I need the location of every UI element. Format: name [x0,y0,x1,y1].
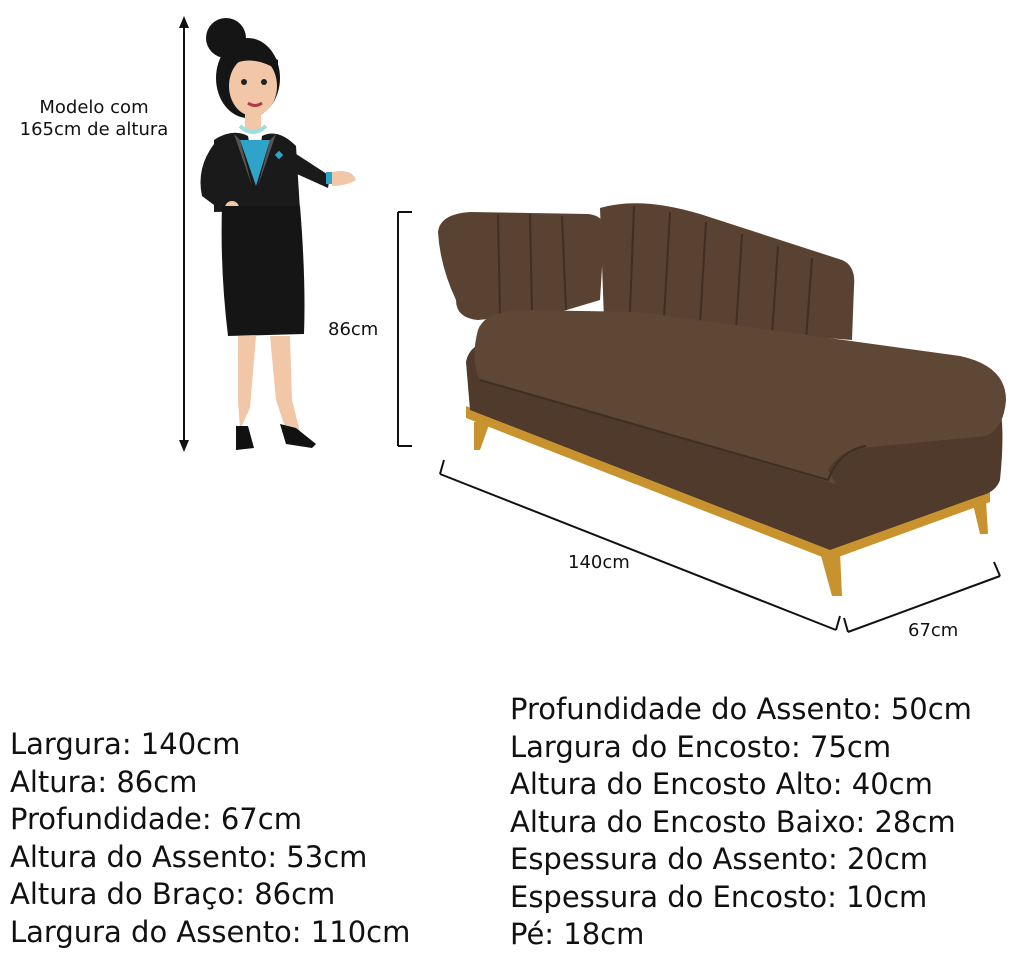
spec-item: Altura do Braço: 86cm [10,877,336,911]
woman-model-figure [201,18,357,450]
spec-item: Largura do Encosto: 75cm [510,729,892,764]
spec-item: Altura do Encosto Alto: 40cm [510,767,933,801]
spec-item: Largura do Assento: 110cm [10,914,411,949]
sofa-height-label: 86cm [328,319,379,340]
sofa-height-bracket [398,212,412,446]
spec-item: Altura do Assento: 53cm [10,839,368,874]
spec-item: Espessura do Encosto: 10cm [510,879,928,914]
spec-item: Altura do Encosto Baixo: 28cm [510,804,956,839]
specs-list-right [510,691,972,954]
specs-list-left [10,726,410,951]
sofa-depth-label: 67cm [908,620,959,641]
spec-item: Pé: 18cm [510,917,645,951]
sofa-width-label: 140cm [568,552,630,573]
spec-item: Altura: 86cm [10,764,198,799]
model-height-label [4,97,184,141]
spec-item: Largura: 140cm [10,727,241,761]
spec-item: Profundidade do Assento: 50cm [510,692,972,726]
model-label-line2: 165cm de altura [19,119,169,140]
model-height-arrow [179,16,189,452]
chaise-sofa [438,203,1006,596]
spec-item: Espessura do Assento: 20cm [510,842,929,876]
model-label-line1: Modelo com [39,97,149,118]
spec-item: Profundidade: 67cm [10,802,302,836]
